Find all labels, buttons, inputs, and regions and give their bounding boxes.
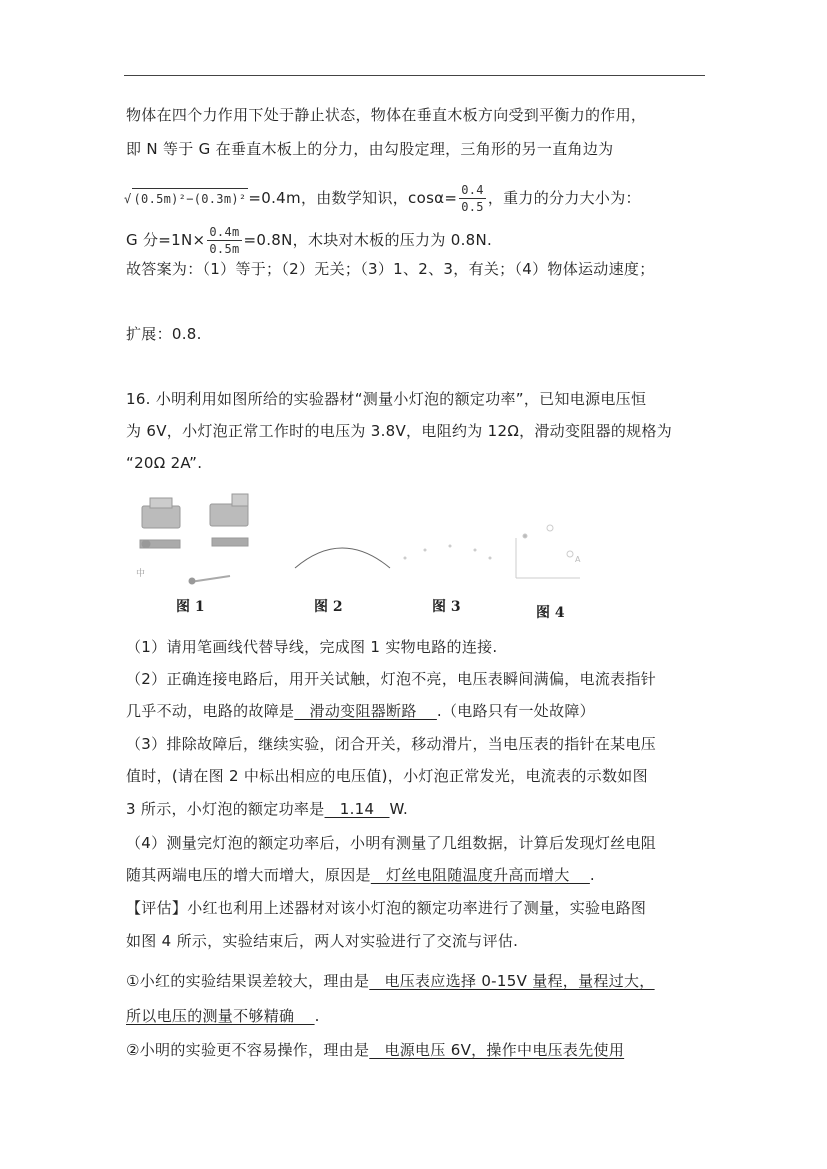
figure-2-caption: 图 2 xyxy=(314,599,343,615)
figure-1-caption: 图 1 xyxy=(176,599,205,615)
part-2-line-2 xyxy=(126,701,595,721)
answer-reason: 灯丝电阻随温度升高而增大 xyxy=(370,866,590,884)
text-segment: 随其两端电压的增大而增大，原因是 xyxy=(126,866,371,884)
text-segment: 几乎不动，电路的故障是 xyxy=(126,702,295,720)
figures-illustration xyxy=(130,488,600,598)
figure-4-caption: 图 4 xyxy=(536,605,565,621)
part-3-line-2: 值时，(请在图 2 中标出相应的电压值)，小灯泡正常发光，电流表的示数如图 xyxy=(126,767,648,785)
text-segment: ①小红的实验结果误差较大，理由是 xyxy=(126,972,370,990)
answer-power: 1.14 xyxy=(324,800,390,818)
part-2-line-1: （2）正确连接电路后，用开关试触，灯泡不亮，电压表瞬间满偏，电流表指针 xyxy=(126,670,657,688)
question-16-line-3: “20Ω 2A”. xyxy=(126,454,203,472)
svg-text:中: 中 xyxy=(136,569,146,579)
cos-fraction xyxy=(459,182,486,215)
text-segment: G 分=1N× xyxy=(126,231,206,249)
answer-error-reason-cont: 所以电压的测量不够精确 xyxy=(126,1007,315,1025)
answer-summary: 故答案为：（1）等于；（2）无关；（3）1、2、3，有关；（4）物体运动速度； xyxy=(126,260,655,278)
fraction-denominator: 0.5m xyxy=(209,242,240,256)
text-segment: . xyxy=(314,1007,320,1025)
text-segment: W. xyxy=(389,800,409,818)
part-4-line-1: （4）测量完灯泡的额定功率后，小明有测量了几组数据，计算后发现灯丝电阻 xyxy=(126,834,657,852)
figure-3-caption: 图 3 xyxy=(432,599,461,615)
figure-3-ammeter xyxy=(404,545,492,560)
svg-text:A: A xyxy=(575,555,581,564)
answer-line-3 xyxy=(124,182,641,215)
extension-answer: 扩展：0.8. xyxy=(126,325,202,343)
sqrt-expression: √ (0.5m)²−(0.3m)² xyxy=(124,192,248,206)
answer-line-1: 物体在四个力作用下处于静止状态，物体在垂直木板方向受到平衡力的作用， xyxy=(126,106,647,124)
answer-line-4 xyxy=(126,224,492,257)
evaluation-line-1: 【评估】小红也利用上述器材对该小灯泡的额定功率进行了测量，实验电路图 xyxy=(126,899,647,917)
text-segment: . xyxy=(589,866,595,884)
figure-2-dial-arc xyxy=(295,548,390,568)
question-16-line-2: 为 6V，小灯泡正常工作时的电压为 3.8V，电阻约为 12Ω，滑动变阻器的规格为 xyxy=(126,422,673,440)
question-16-line-1: 16. 小明利用如图所给的实验器材“测量小灯泡的额定功率”，已知电源电压恒 xyxy=(126,390,647,408)
fraction-numerator: 0.4m xyxy=(209,225,240,239)
fraction-numerator: 0.4 xyxy=(461,183,484,197)
text-segment: =0.8N，木块对木板的压力为 0.8N. xyxy=(243,231,493,249)
answer-operation-reason: 电源电压 6V，操作中电压表先使用 xyxy=(369,1041,625,1059)
force-fraction xyxy=(207,224,241,257)
text-segment: 3 所示，小灯泡的额定功率是 xyxy=(126,800,325,818)
answer-error-reason: 电压表应选择 0-15V 量程，量程过大， xyxy=(369,972,655,990)
part-3-line-1: （3）排除故障后，继续实验，闭合开关，移动滑片，当电压表的指针在某电压 xyxy=(126,735,657,753)
figure-1-equipment xyxy=(136,494,248,584)
evaluation-line-2: 如图 4 所示，实验结束后，两人对实验进行了交流与评估. xyxy=(126,932,519,950)
conclusion-1-line-1 xyxy=(126,971,655,991)
part-4-line-2 xyxy=(126,865,595,885)
text-segment: .（电路只有一处故障） xyxy=(436,702,595,720)
figure-strip xyxy=(130,488,600,623)
answer-line-2: 即 N 等于 G 在垂直木板上的分力，由勾股定理，三角形的另一直角边为 xyxy=(126,140,614,158)
fraction-denominator: 0.5 xyxy=(461,200,484,214)
header-rule xyxy=(124,75,705,76)
part-1: （1）请用笔画线代替导线，完成图 1 实物电路的连接. xyxy=(126,638,498,656)
answer-fault: 滑动变阻器断路 xyxy=(294,702,437,720)
figure-4-circuit xyxy=(516,525,581,578)
conclusion-1-line-2 xyxy=(126,1006,320,1026)
part-3-line-3 xyxy=(126,799,408,819)
text-segment: =0.4m，由数学知识，cosα= xyxy=(248,189,458,207)
text-segment: ②小明的实验更不容易操作，理由是 xyxy=(126,1041,370,1059)
conclusion-2-line-1 xyxy=(126,1040,624,1060)
text-segment: ，重力的分力大小为： xyxy=(487,189,641,207)
